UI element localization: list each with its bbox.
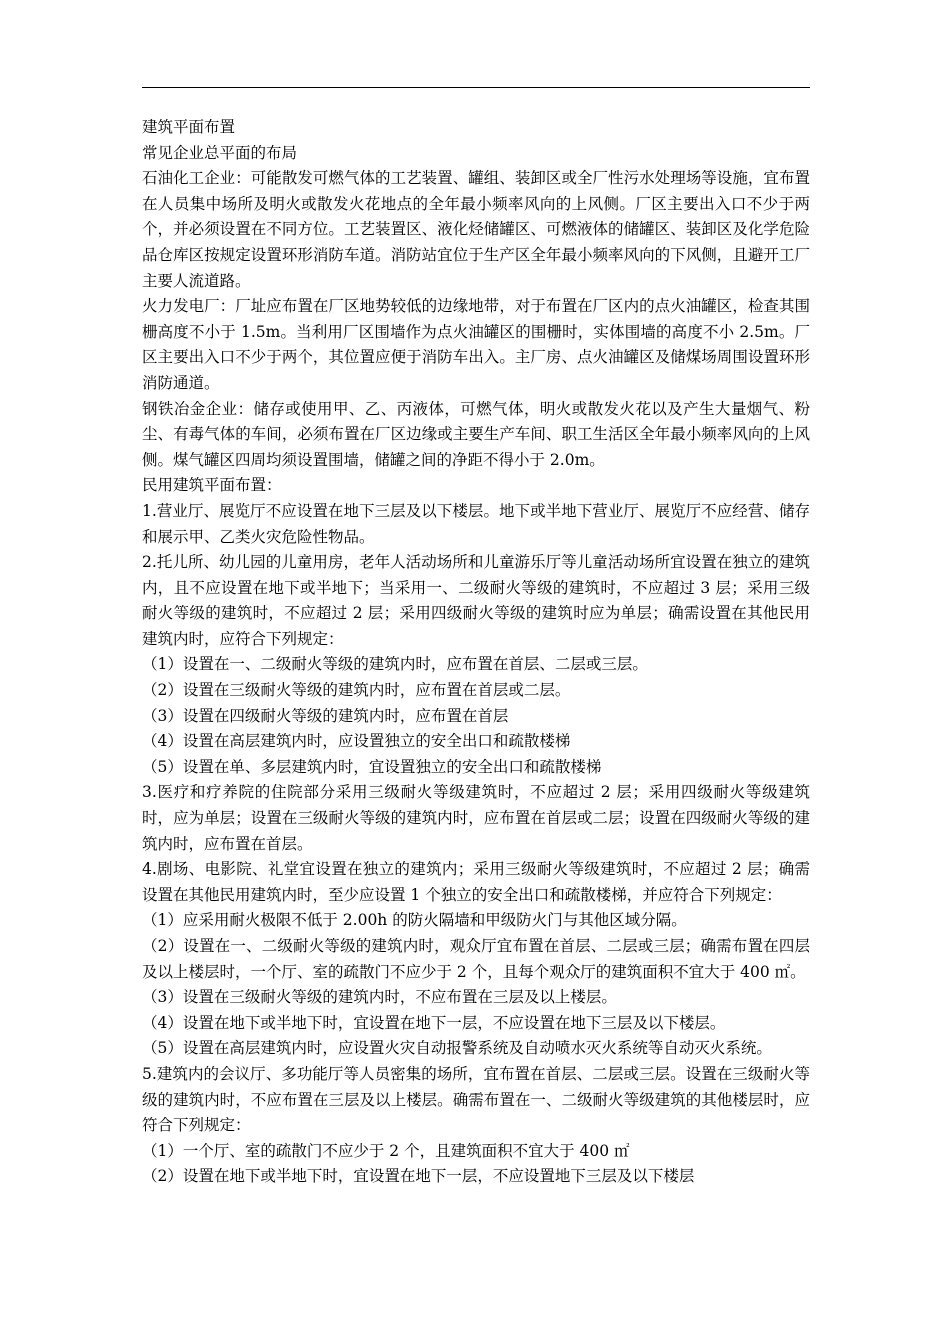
rule-4-item-1: （1）应采用耐火极限不低于 2.00h 的防火隔墙和甲级防火门与其他区域分隔。 <box>142 911 687 930</box>
paragraph-power-plant: 火力发电厂：厂址应布置在厂区地势较低的边缘地带，对于布置在厂区内的点火油罐区，检查其围栅高度不小于 1.5m。当利用厂区围墙作为点火油罐区的围栅时，实体围墙的高度不小 2.5m。厂区主要出入口不少于两个，其位置应便于消防车出入。主厂房、点火油罐区及储煤场周围设置环形消防通道。 <box>142 297 810 392</box>
rule-5-item-1: （1）一个厅、室的疏散门不应少于 2 个，且建筑面积不宜大于 400 ㎡ <box>142 1141 630 1160</box>
rule-2-item-4: （4）设置在高层建筑内时，应设置独立的安全出口和疏散楼梯 <box>142 732 571 751</box>
rule-4-item-2: （2）设置在一、二级耐火等级的建筑内时，观众厅宜布置在首层、二层或三层；确需布置在四层及以上楼层时，一个厅、室的疏散门不应少于 2 个，且每个观众厅的建筑面积不宜大于 400 ㎡。 <box>142 937 810 981</box>
paragraph-petrochemical: 石油化工企业：可能散发可燃气体的工艺装置、罐组、装卸区或全厂性污水处理场等设施，宜布置在人员集中场所及明火或散发火花地点的全年最小频率风向的上风侧。厂区主要出入口不少于两个，并必须设置在不同方位。工艺装置区、液化烃储罐区、可燃液体的储罐区、装卸区及化学危险品仓库区按规定设置环形消防车道。消防站宜位于生产区全年最小频率风向的下风侧，且避开工厂主要人流道路。 <box>142 169 810 290</box>
rule-2: 2.托儿所、幼儿园的儿童用房，老年人活动场所和儿童游乐厅等儿童活动场所宜设置在独立的建筑内，且不应设置在地下或半地下；当采用一、二级耐火等级的建筑时，不应超过 3 层；采用三级耐火等级的建筑时，不应超过 2 层；采用四级耐火等级的建筑时应为单层；确需设置在其他民用建筑内时，应符合下列规定： <box>142 553 810 648</box>
rule-2-item-3: （3）设置在四级耐火等级的建筑内时，应布置在首层 <box>142 706 509 725</box>
rule-2-item-1: （1）设置在一、二级耐火等级的建筑内时，应布置在首层、二层或三层。 <box>142 655 648 674</box>
rule-3: 3.医疗和疗养院的住院部分采用三级耐火等级建筑时，不应超过 2 层；采用四级耐火等级建筑时，应为单层；设置在三级耐火等级的建筑内时，应布置在首层或二层；设置在四级耐火等级的建筑内时，应布置在首层。 <box>142 783 810 853</box>
rule-1: 1.营业厅、展览厅不应设置在地下三层及以下楼层。地下或半地下营业厅、展览厅不应经营、储存和展示甲、乙类火灾危险性物品。 <box>142 501 810 546</box>
document-body <box>142 115 810 1190</box>
subsection-title: 常见企业总平面的布局 <box>142 143 298 162</box>
civil-building-heading: 民用建筑平面布置： <box>142 476 282 495</box>
rule-4: 4.剧场、电影院、礼堂宜设置在独立的建筑内；采用三级耐火等级建筑时，不应超过 2 层；确需设置在其他民用建筑内时，至少应设置 1 个独立的安全出口和疏散楼梯，并应符合下列规定： <box>142 860 810 904</box>
rule-4-item-4: （4）设置在地下或半地下时，宜设置在地下一层，不应设置在地下三层及以下楼层。 <box>142 1013 726 1032</box>
header-rule <box>142 87 810 88</box>
rule-4-item-3: （3）设置在三级耐火等级的建筑内时，不应布置在三层及以上楼层。 <box>142 988 617 1007</box>
paragraph-steel: 钢铁冶金企业：储存或使用甲、乙、丙液体，可燃气体，明火或散发火花以及产生大量烟气、粉尘、有毒气体的车间，必须布置在厂区边缘或主要生产车间、职工生活区全年最小频率风向的上风侧。煤气罐区四周均须设置围墙，储罐之间的净距不得小于 2.0m。 <box>142 399 810 469</box>
rule-5-item-2: （2）设置在地下或半地下时，宜设置在地下一层，不应设置地下三层及以下楼层 <box>142 1167 695 1186</box>
section-title: 建筑平面布置 <box>142 118 236 136</box>
rule-4-item-5: （5）设置在高层建筑内时，应设置火灾自动报警系统及自动喷水灭火系统等自动灭火系统。 <box>142 1039 772 1058</box>
rule-2-item-2: （2）设置在三级耐火等级的建筑内时，应布置在首层或二层。 <box>142 681 571 700</box>
rule-2-item-5: （5）设置在单、多层建筑内时，宜设置独立的安全出口和疏散楼梯 <box>142 757 602 776</box>
rule-5: 5.建筑内的会议厅、多功能厅等人员密集的场所，宜布置在首层、二层或三层。设置在三级耐火等级的建筑内时，不应布置在三层及以上楼层。确需布置在一、二级耐火等级建筑的其他楼层时，应符合下列规定： <box>142 1064 810 1135</box>
